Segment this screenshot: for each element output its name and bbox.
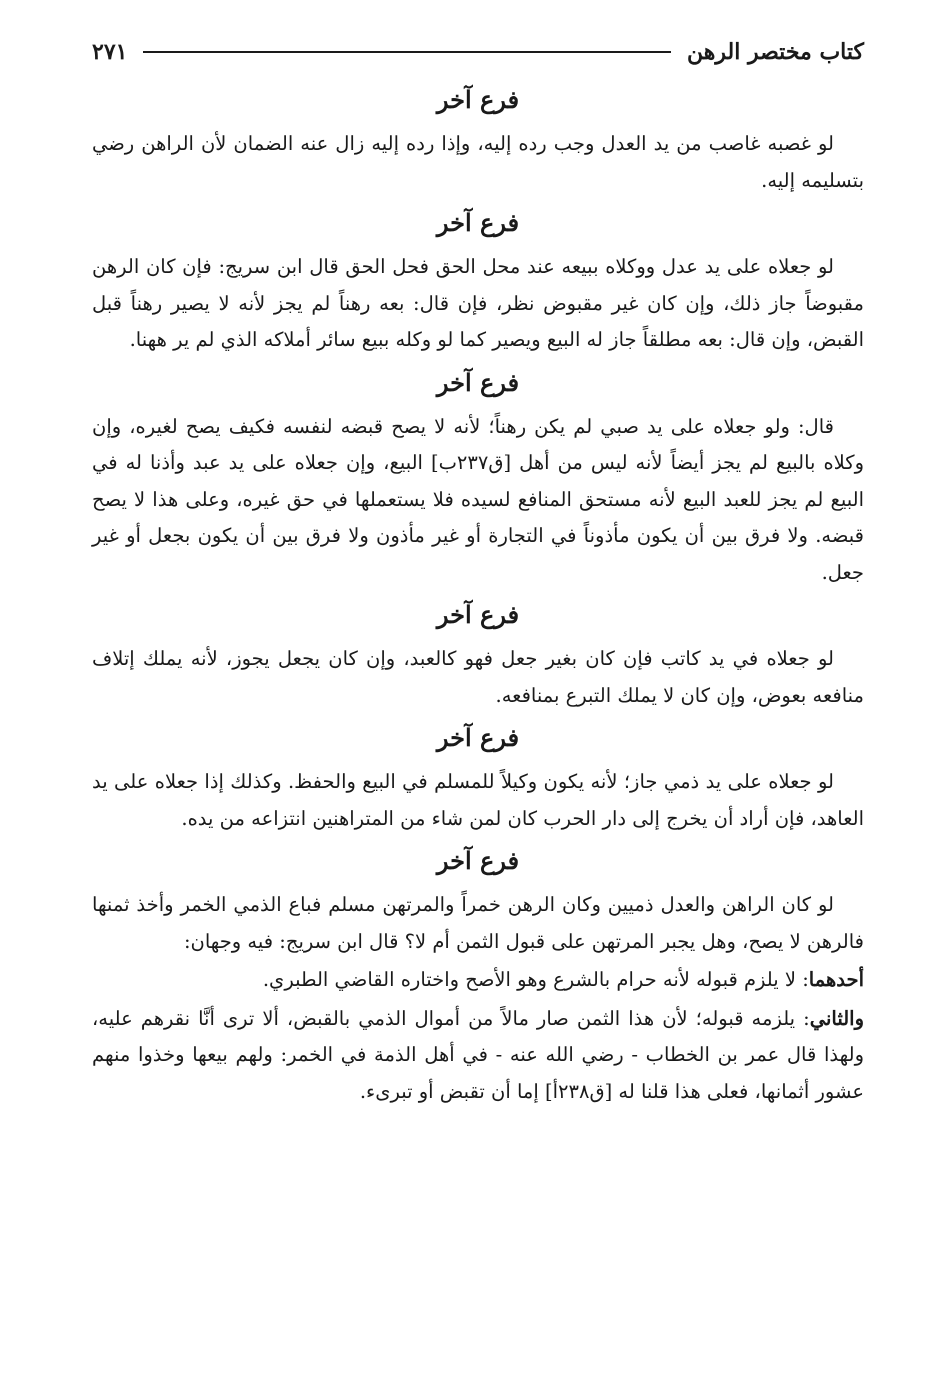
header-rule bbox=[143, 51, 671, 53]
paragraph-text: لو جعلاه في يد كاتب فإن كان بغير جعل فهو كالعبد، وإن كان يجعل يجوز، لأنه يملك إتلاف منافعه بعوض، وإن كان لا يملك التبرع بمنافعه. bbox=[92, 647, 864, 707]
section-title: فرع آخر bbox=[436, 846, 520, 875]
paragraph bbox=[92, 764, 864, 837]
paragraph bbox=[92, 887, 864, 960]
paragraph bbox=[92, 126, 864, 199]
paragraph-term: والثاني bbox=[809, 1006, 864, 1030]
paragraph-text: لو غصبه غاصب من يد العدل وجب رده إليه، وإذا رده إليه زال عنه الضمان لأن الراهن رضي بتسليمه إليه. bbox=[92, 132, 864, 192]
page-header bbox=[92, 30, 864, 74]
paragraph-text: قال: ولو جعلاه على يد صبي لم يكن رهناً؛ لأنه لا يصح قبضه لنفسه فكيف يصح لغيره، وإن وكلاه بالبيع لم يجز أيضاً لأنه ليس من أهل [ق٢٣٧ب] البيع، وإن جعلاه على يد عبد وأذنا له في البيع لم يجز للعبد البيع لأنه مستحق المنافع لسيده فلا يستعملها في حق غيره، وعلى هذا لا يصح قبضه. ولا فرق بين أن يكون مأذوناً في التجارة أو غير مأذون ولا فرق بين أن يكون بجعل أو غير جعل. bbox=[92, 414, 864, 584]
paragraph-term: أحدهما bbox=[808, 968, 864, 991]
paragraph-text: لو جعلاه على يد ذمي جاز؛ لأنه يكون وكيلاً للمسلم في البيع والحفظ. وكذلك إذا جعلاه على يد العاهد، فإن أراد أن يخرج إلى دار الحرب كان لمن شاء من المتراهنين انتزاعه من يده. bbox=[92, 770, 864, 830]
paragraph-text: لو كان الراهن والعدل ذميين وكان الرهن خمراً والمرتهن مسلم فباع الذمي الخمر وأخذ ثمنها فالرهن لا يصح، وهل يجبر المرتهن على قبول الثمن أم لا؟ قال ابن سريج: فيه وجهان: bbox=[92, 893, 864, 953]
page-body bbox=[92, 76, 864, 1112]
paragraph-text: : لا يلزم قبوله لأنه حرام بالشرع وهو الأصح واختاره القاضي الطبري. bbox=[262, 968, 809, 991]
section-title: فرع آخر bbox=[436, 600, 520, 629]
paragraph bbox=[92, 641, 864, 714]
page-number: ٢٧١ bbox=[92, 39, 128, 65]
paragraph bbox=[92, 249, 864, 359]
section-title: فرع آخر bbox=[436, 367, 520, 397]
paragraph-second-view bbox=[92, 1001, 864, 1111]
paragraph-first-view bbox=[92, 962, 864, 999]
paragraph bbox=[92, 409, 864, 592]
section-title: فرع آخر bbox=[436, 208, 520, 237]
running-title: كتاب مختصر الرهن bbox=[687, 39, 864, 65]
paragraph-text: لو جعلاه على يد عدل ووكلاه ببيعه عند محل الحق فحل الحق قال ابن سريج: فإن كان الرهن مقبوضاً جاز ذلك، وإن كان غير مقبوض نظر، فإن قال: بعه رهناً لم يجز لأنه لا يصير رهناً قبل القبض، وإن قال: بعه مطلقاً جاز له البيع ويصير كما لو وكله ببيع سائر أملاكه الذي لم ير ههنا. bbox=[92, 255, 864, 351]
section-title: فرع آخر bbox=[436, 85, 520, 114]
section-title: فرع آخر bbox=[436, 723, 520, 752]
paragraph-text: : يلزمه قبوله؛ لأن هذا الثمن صار مالاً من أموال الذمي بالقبض، ألا ترى أنَّا نقرهم عليه، ولهذا قال عمر بن الخطاب - رضي الله عنه - في أهل الذمة في الخمر: ولهم بيعها وخذوا منهم عشور أثمانها، فعلى هذا قلنا له [ق٢٣٨أ] إما أن تقبض أو تبرىء. bbox=[92, 1006, 864, 1103]
